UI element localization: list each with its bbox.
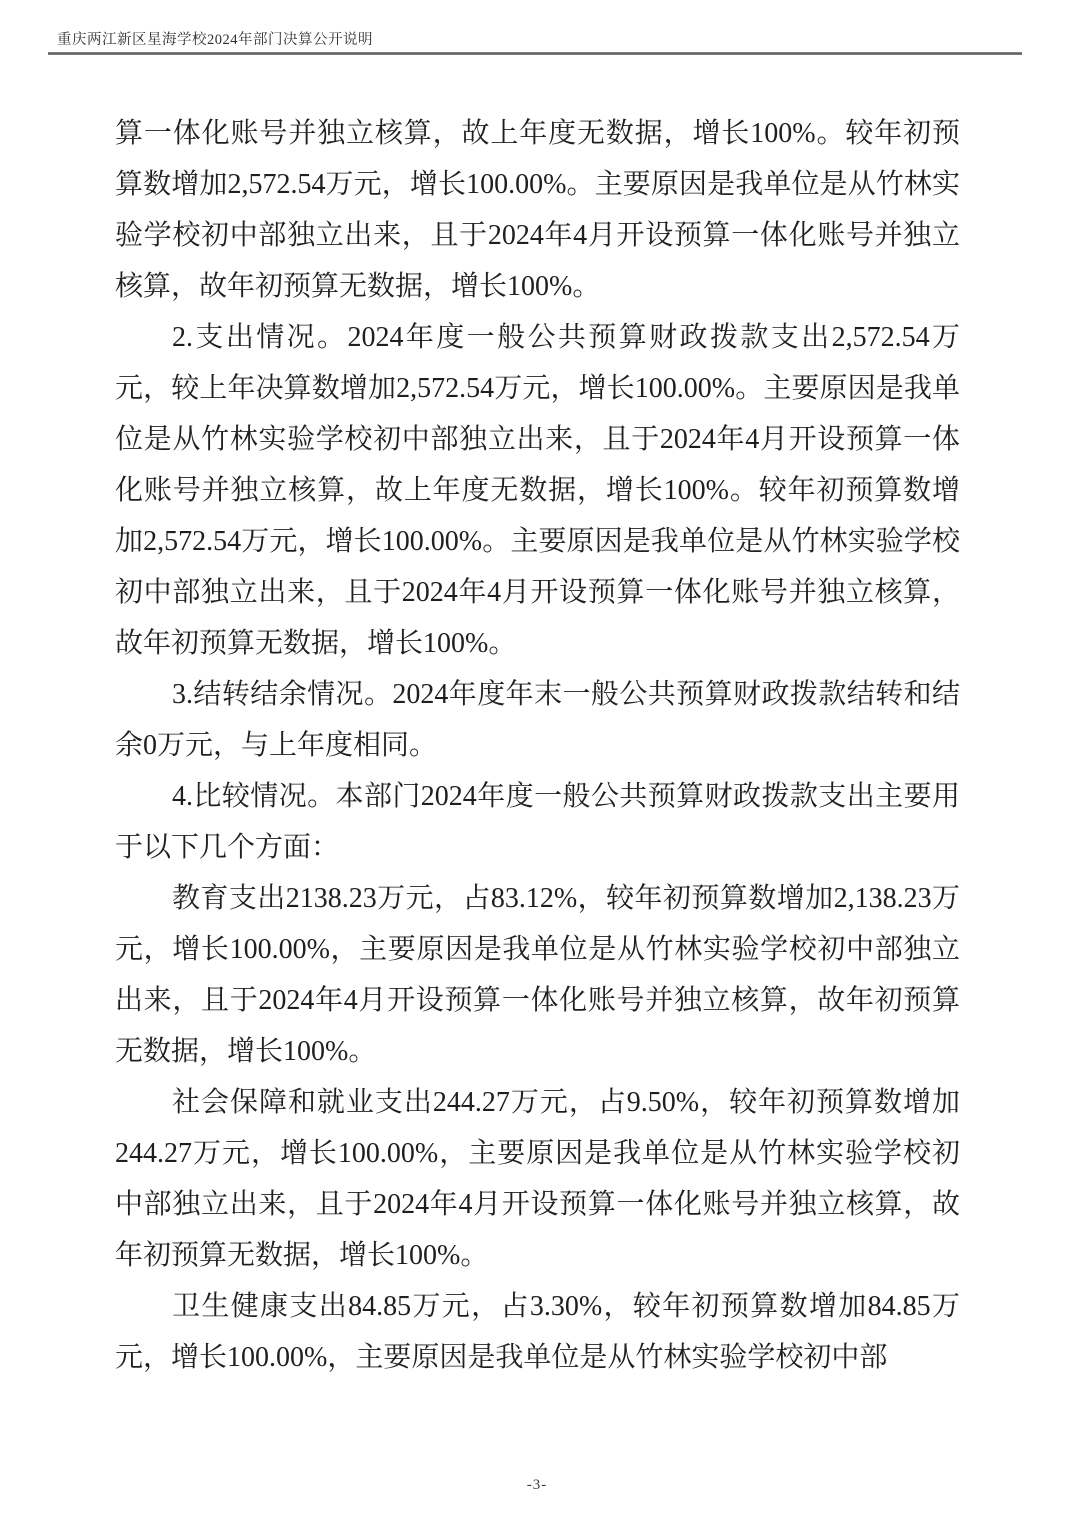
page-header (0, 0, 1074, 60)
header-rule (48, 52, 1022, 55)
paragraph: 4.比较情况。本部门2024年度一般公共预算财政拨款支出主要用于以下几个方面： (115, 781, 960, 863)
document-body (115, 108, 960, 1383)
header-title: 重庆两江新区星海学校2024年部门决算公开说明 (57, 32, 373, 48)
paragraph: 教育支出2138.23万元，占83.12%，较年初预算数增加2,138.23万元，增长100.00%，主要原因是我单位是从竹林实验学校初中部独立出来，且于2024年4月开设预算一体化账号并独立核算，故年初预算无数据，增长100%。 (115, 883, 960, 1067)
paragraph: 3.结转结余情况。2024年度年末一般公共预算财政拨款结转和结余0万元，与上年度相同。 (115, 679, 960, 761)
page-footer (0, 1476, 1074, 1494)
paragraph: 算一体化账号并独立核算，故上年度无数据，增长100%。较年初预算数增加2,572.54万元，增长100.00%。主要原因是我单位是从竹林实验学校初中部独立出来，且于2024年4月开设预算一体化账号并独立核算，故年初预算无数据，增长100%。 (115, 118, 960, 302)
paragraph: 社会保障和就业支出244.27万元，占9.50%，较年初预算数增加244.27万元，增长100.00%，主要原因是我单位是从竹林实验学校初中部独立出来，且于2024年4月开设预算一体化账号并独立核算，故年初预算无数据，增长100%。 (115, 1087, 960, 1271)
paragraph: 卫生健康支出84.85万元，占3.30%，较年初预算数增加84.85万元，增长100.00%，主要原因是我单位是从竹林实验学校初中部 (115, 1291, 960, 1373)
paragraph: 2.支出情况。2024年度一般公共预算财政拨款支出2,572.54万元，较上年决算数增加2,572.54万元，增长100.00%。主要原因是我单位是从竹林实验学校初中部独立出来，且于2024年4月开设预算一体化账号并独立核算，故上年度无数据，增长100%。较年初预算数增加2,572.54万元，增长100.00%。主要原因是我单位是从竹林实验学校初中部独立出来，且于2024年4月开设预算一体化账号并独立核算，故年初预算无数据，增长100%。 (115, 322, 960, 659)
page-number: -3- (526, 1477, 548, 1493)
